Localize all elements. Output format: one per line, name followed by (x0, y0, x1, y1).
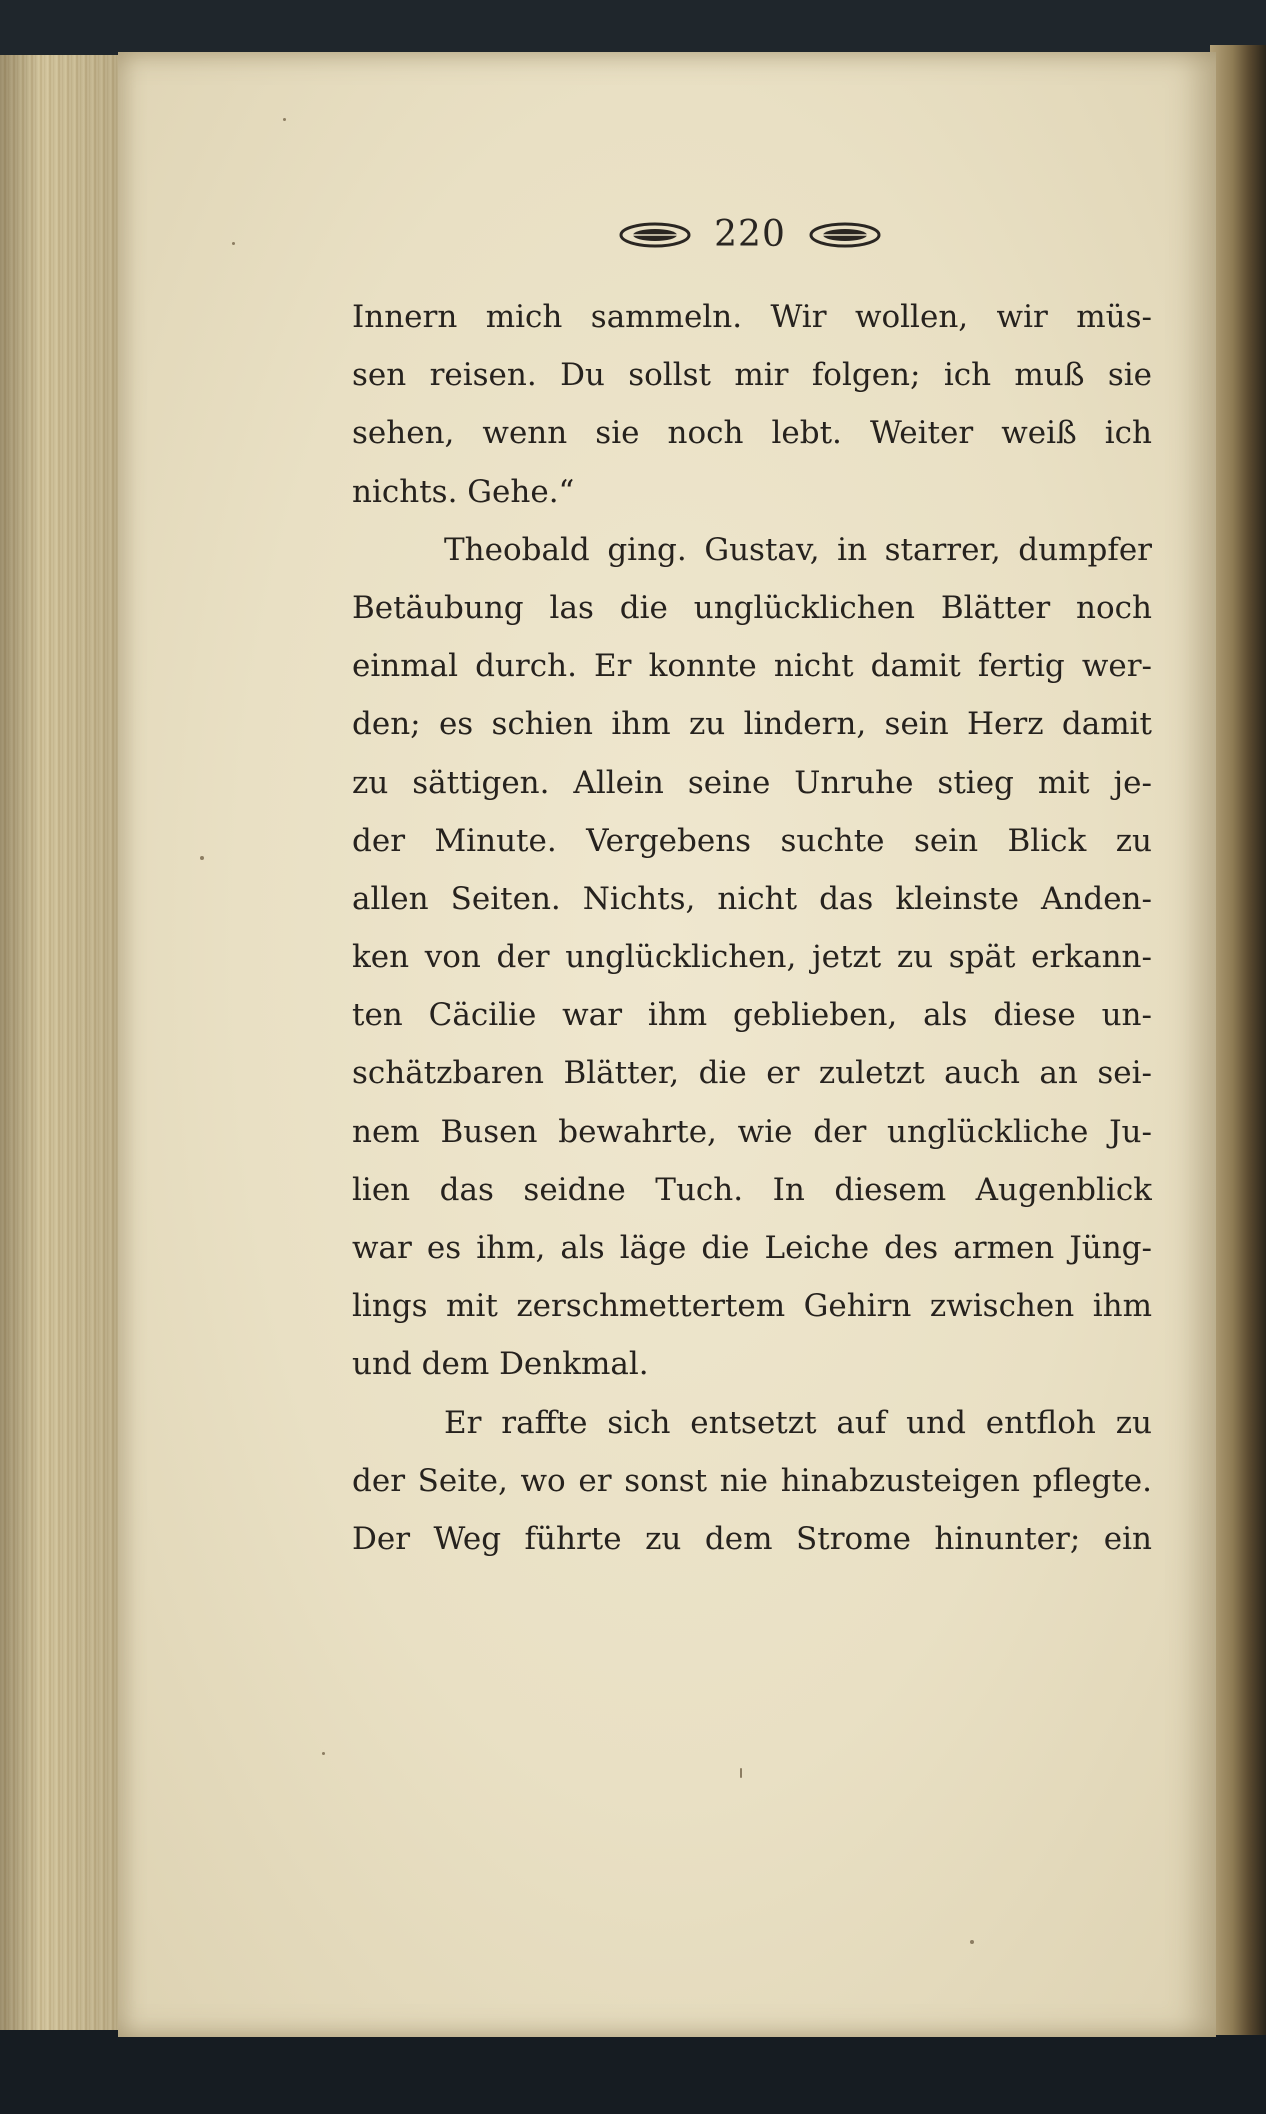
text-line: Der Weg führte zu dem Strome hinunter; ein (352, 1520, 1152, 1557)
page-header (590, 212, 910, 258)
book-gutter-right (1210, 45, 1266, 2035)
paper-speck (200, 856, 204, 860)
text-line: Innern mich sammeln. Wir wollen, wir müs- (352, 299, 1152, 335)
paper-speck (740, 1768, 742, 1778)
text-line: und dem Denkmal. (352, 1346, 649, 1383)
text-line: Betäubung las die unglücklichen Blätter noch (352, 589, 1152, 626)
text-line: den; es schien ihm zu lindern, sein Herz damit (352, 706, 1152, 743)
text-line: sen reisen. Du sollst mir folgen; ich muß sie (352, 357, 1152, 394)
paper-speck (970, 1940, 974, 1944)
text-line: Er raffte sich entsetzt auf und entfloh zu (444, 1404, 1152, 1441)
text-line: lings mit zerschmettertem Gehirn zwischen ihm (352, 1288, 1152, 1325)
text-line: ten Cäcilie war ihm geblieben, als diese un- (352, 997, 1152, 1034)
page-stack-shadow (0, 55, 120, 2030)
text-line: einmal durch. Er konnte nicht damit fertig wer- (352, 648, 1152, 685)
paper-speck (322, 1752, 325, 1755)
body-text (352, 288, 1152, 1568)
text-line: war es ihm, als läge die Leiche des armen Jüng- (352, 1230, 1152, 1266)
text-line: lien das seidne Tuch. In diesem Augenblick (352, 1171, 1152, 1208)
page-number: 220 (714, 214, 786, 255)
text-line: sehen, wenn sie noch lebt. Weiter weiß ich (352, 415, 1152, 452)
text-line: der Minute. Vergebens suchte sein Blick zu (352, 822, 1152, 859)
paper-speck (232, 242, 235, 245)
text-line: allen Seiten. Nichts, nicht das kleinste Anden- (352, 880, 1152, 917)
leaf-ornament-icon (808, 221, 882, 249)
text-line: Theobald ging. Gustav, in starrer, dumpfer (444, 531, 1152, 568)
paper-speck (283, 118, 286, 121)
text-line: zu sättigen. Allein seine Unruhe stieg mit je- (352, 764, 1152, 801)
leaf-ornament-icon (618, 221, 692, 249)
text-line: ken von der unglücklichen, jetzt zu spät erkann- (352, 939, 1152, 976)
text-line: schätzbaren Blätter, die er zuletzt auch an sei- (352, 1055, 1152, 1092)
text-line: der Seite, wo er sonst nie hinabzusteigen pflegte. (352, 1462, 1152, 1499)
text-line: nem Busen bewahrte, wie der unglückliche Ju- (352, 1113, 1152, 1150)
text-line: nichts. Gehe.“ (352, 473, 575, 510)
